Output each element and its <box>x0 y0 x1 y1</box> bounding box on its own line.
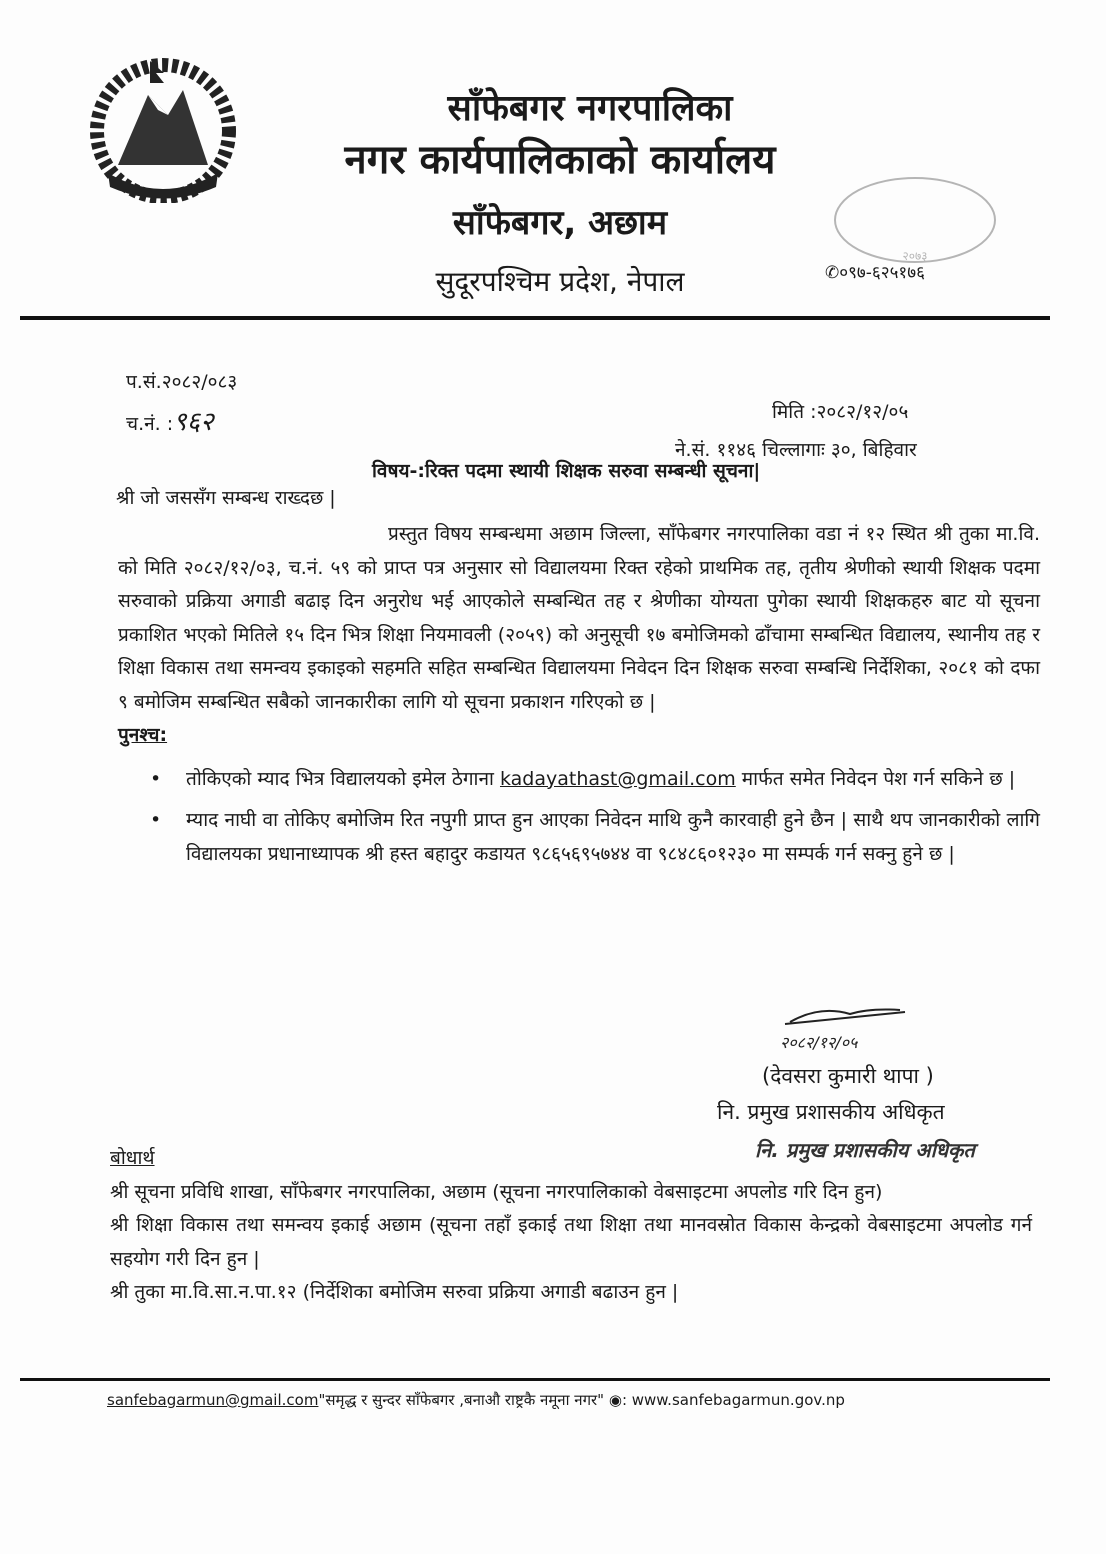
signatory-designation: नि. प्रमुख प्रशासकीय अधिकृत <box>717 1100 945 1124</box>
letter-number: प.सं.२०८२/०८३ <box>126 371 238 393</box>
signature <box>760 1000 930 1060</box>
nepal-sambat-date: ने.सं. ११४६ चिल्लागाः ३०, बिहिवार <box>675 439 917 461</box>
signature-date: २०८२/१२/०५ <box>780 1033 858 1052</box>
footer-email-link[interactable]: sanfebagarmun@gmail.com <box>107 1391 319 1409</box>
globe-icon: ◉ <box>604 1391 622 1409</box>
footer-website: : www.sanfebagarmun.gov.np <box>621 1391 845 1409</box>
postscript-bullet: • म्याद नाघी वा तोकिए बमोजिम रित नपुगी प्राप्त हुन आएका निवेदन माथि कुनै कारवाही हुने छैन | साथै थप जानकारीको लागि विद्यालयका प्रधानाध्यापक श्री हस्त बहादुर कडायत ९८६५६९५७४४ वा ९८४८६०१२३० मा सम्पर्क गर्न सक्नु हुने छ | <box>118 804 1040 871</box>
cc-section <box>110 1142 1032 1310</box>
cc-label: बोधार्थ <box>110 1147 155 1169</box>
stamp-year: २०७३ <box>902 249 928 263</box>
cc-item: श्री तुका मा.वि.सा.न.पा.१२ (निर्देशिका बमोजिम सरुवा प्रक्रिया अगाडी बढाउन हुन | <box>110 1281 679 1303</box>
office-name: नगर कार्यपालिकाको कार्यालय <box>344 137 776 183</box>
school-email-link[interactable]: kadayathast@gmail.com <box>499 767 736 790</box>
footer-divider <box>20 1378 1050 1381</box>
body-paragraph: प्रस्तुत विषय सम्बन्धमा अछाम जिल्ला, साँफेबगर नगरपालिका वडा नं १२ स्थित श्री तुका मा.वि. को मिति २०८२/१२/०३, च.नं. ५९ को प्राप्त पत्र अनुसार सो विद्यालयमा रिक्त रहेको प्राथमिक तह, तृतीय श्रेणीको स्थायी शिक्षक पदमा सरुवाको प्रक्रिया अगाडी बढाइ दिन अनुरोध भई आएकोले सम्बन्धित तह र श्रेणीका योग्यता पुगेका स्थायी शिक्षकहरु बाट यो सूचना प्रकाशित भएको मितिले १५ दिन भित्र शिक्षा नियमावली (२०५९) को अनुसूची १७ बमोजिमको ढाँचामा सम्बन्धित विद्यालय, स्थानीय तह र शिक्षा विकास तथा समन्वय इकाइको सहमति सहित सम्बन्धित विद्यालयमा निवेदन दिन शिक्षक सरुवा सम्बन्धि निर्देशिका, २०८१ को दफा ९ बमोजिम सम्बन्धित सबैको जानकारीका लागि यो सूचना प्रकाशन गरिएको छ | <box>118 523 1040 713</box>
postscript-label: पुनश्च: <box>118 724 168 746</box>
subject: विषय-:रिक्त पदमा स्थायी शिक्षक सरुवा सम्बन्धी सूचना| <box>372 460 761 482</box>
signatory-name: (देवसरा कुमारी थापा ) <box>762 1064 934 1088</box>
nepal-emblem-logo <box>88 55 238 203</box>
postscript-bullet: • तोकिएको म्याद भित्र विद्यालयको इमेल ठेगाना kadayathast@gmail.com मार्फत समेत निवेदन पेश गर्न सकिने छ | <box>118 763 1040 797</box>
designation-stamp: नि. प्रमुख प्रशासकीय अधिकृत <box>755 1138 975 1162</box>
footer-slogan: "समृद्ध र सुन्दर साँफेबगर ,बनाऔ राष्ट्रकै नमूना नगर" <box>318 1391 605 1409</box>
footer <box>107 1390 845 1410</box>
date: मिति :२०८२/१२/०५ <box>772 401 909 423</box>
dispatch-number: च.नं. :९६२ <box>126 407 214 437</box>
cc-item: श्री शिक्षा विकास तथा समन्वय इकाई अछाम (सूचना तहाँ इकाई तथा शिक्षा तथा मानवस्रोत विकास केन्द्रको वेबसाइटमा अपलोड गर्न सहयोग गरी दिन हुन | <box>110 1214 1032 1270</box>
body-text <box>118 518 1040 871</box>
handwritten-dispatch-no: ९६२ <box>173 407 214 437</box>
office-location: साँफेबगर, अछाम <box>452 203 668 243</box>
header-divider <box>20 316 1050 320</box>
office-stamp <box>820 170 1010 270</box>
municipality-name: साँफेबगर नगरपालिका <box>447 88 733 129</box>
addressee: श्री जो जससँग सम्बन्ध राख्दछ | <box>116 487 336 509</box>
cc-item: श्री सूचना प्रविधि शाखा, साँफेबगर नगरपालिका, अछाम (सूचना नगरपालिकाको वेबसाइटमा अपलोड गरि दिन हुन) <box>110 1180 883 1203</box>
phone-icon: ✆ <box>825 263 840 283</box>
phone-number: ✆०९७-६२५१७६ <box>825 263 925 283</box>
province-country: सुदूरपश्चिम प्रदेश, नेपाल <box>435 265 685 298</box>
